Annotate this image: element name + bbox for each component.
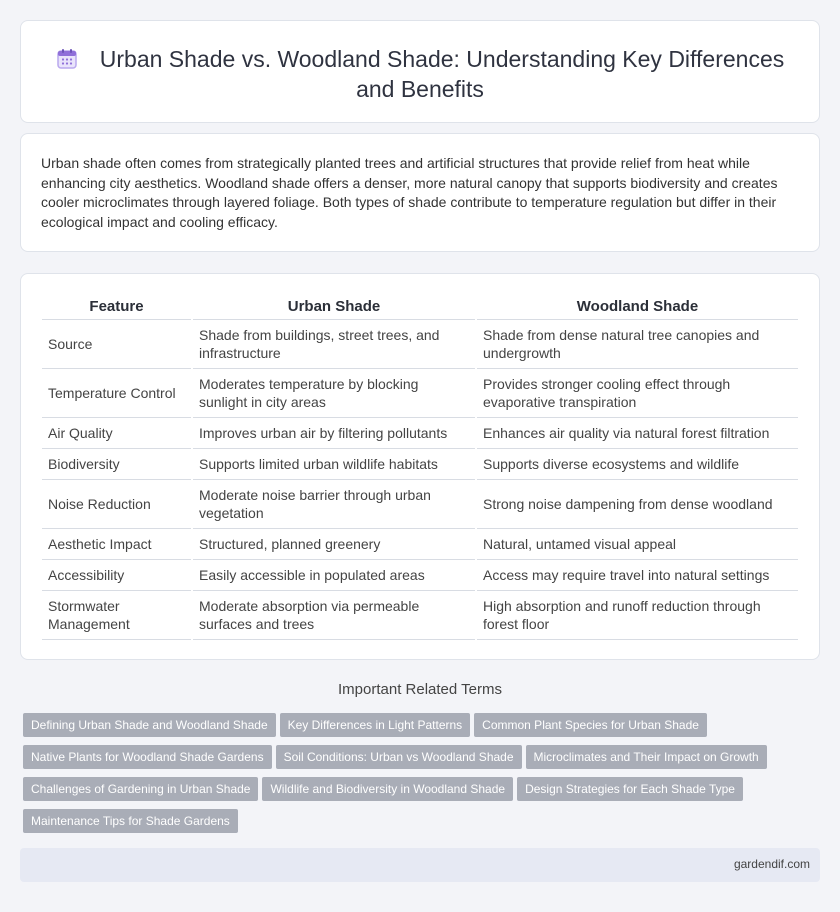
- row-feature: Biodiversity: [42, 448, 192, 479]
- table-header-row: [42, 295, 798, 319]
- footer-site-link[interactable]: gardendif.com: [733, 857, 810, 871]
- related-tag[interactable]: Microclimates and Their Impact on Growth: [526, 745, 767, 769]
- comparison-table: [42, 295, 798, 640]
- related-tag[interactable]: Wildlife and Biodiversity in Woodland Shade: [262, 777, 513, 801]
- footer: [20, 848, 820, 882]
- header-card: [20, 20, 820, 123]
- related-tag[interactable]: Native Plants for Woodland Shade Gardens: [23, 745, 272, 769]
- row-feature: Noise Reduction: [42, 479, 192, 528]
- related-tag[interactable]: Soil Conditions: Urban vs Woodland Shade: [276, 745, 522, 769]
- header-urban-shade: Urban Shade: [192, 295, 476, 319]
- table-row: [42, 417, 798, 448]
- related-terms-tags: [23, 713, 803, 841]
- row-woodland: Provides stronger cooling effect through evaporative transpiration: [476, 368, 798, 417]
- row-urban: Shade from buildings, street trees, and infrastructure: [192, 319, 476, 368]
- table-row: [42, 559, 798, 590]
- row-feature: Temperature Control: [42, 368, 192, 417]
- table-row: [42, 479, 798, 528]
- row-urban: Improves urban air by filtering pollutants: [192, 417, 476, 448]
- row-urban: Easily accessible in populated areas: [192, 559, 476, 590]
- related-tag[interactable]: Key Differences in Light Patterns: [280, 713, 471, 737]
- row-feature: Accessibility: [42, 559, 192, 590]
- row-urban: Moderates temperature by blocking sunlight in city areas: [192, 368, 476, 417]
- header-feature: Feature: [42, 295, 192, 319]
- page-title: Urban Shade vs. Woodland Shade: Understanding Key Differences and Benefits: [99, 46, 785, 102]
- row-feature: Aesthetic Impact: [42, 528, 192, 559]
- row-urban: Moderate noise barrier through urban vegetation: [192, 479, 476, 528]
- table-row: [42, 590, 798, 639]
- row-urban: Structured, planned greenery: [192, 528, 476, 559]
- row-woodland: Supports diverse ecosystems and wildlife: [476, 448, 798, 479]
- header-woodland-shade: Woodland Shade: [476, 295, 798, 319]
- row-woodland: Enhances air quality via natural forest filtration: [476, 417, 798, 448]
- row-woodland: Strong noise dampening from dense woodland: [476, 479, 798, 528]
- table-row: [42, 368, 798, 417]
- related-tag[interactable]: Defining Urban Shade and Woodland Shade: [23, 713, 276, 737]
- intro-paragraph: Urban shade often comes from strategically planted trees and artificial structures that provide relief from heat while enhancing city aesthetics. Woodland shade offers a denser, more natural canopy that supports biodiversity and creates cooler microclimates through layered foliage. Both types of shade contribute to temperature regulation but differ in their ecological impact and cooling efficacy.: [41, 155, 778, 230]
- related-tag[interactable]: Common Plant Species for Urban Shade: [474, 713, 707, 737]
- related-tag[interactable]: Maintenance Tips for Shade Gardens: [23, 809, 238, 833]
- row-feature: Stormwater Management: [42, 590, 192, 639]
- related-tag[interactable]: Challenges of Gardening in Urban Shade: [23, 777, 258, 801]
- table-row: [42, 448, 798, 479]
- table-row: [42, 319, 798, 368]
- page-title-wrap: [41, 44, 799, 104]
- intro-card: [20, 133, 820, 252]
- row-woodland: Natural, untamed visual appeal: [476, 528, 798, 559]
- table-row: [42, 528, 798, 559]
- related-terms-title: Important Related Terms: [338, 681, 502, 698]
- row-woodland: Access may require travel into natural settings: [476, 559, 798, 590]
- related-tag[interactable]: Design Strategies for Each Shade Type: [517, 777, 743, 801]
- row-urban: Moderate absorption via permeable surfaces and trees: [192, 590, 476, 639]
- row-woodland: Shade from dense natural tree canopies and undergrowth: [476, 319, 798, 368]
- calendar-icon: [56, 48, 78, 70]
- row-woodland: High absorption and runoff reduction through forest floor: [476, 590, 798, 639]
- comparison-card: [20, 273, 820, 660]
- row-feature: Air Quality: [42, 417, 192, 448]
- row-feature: Source: [42, 319, 192, 368]
- row-urban: Supports limited urban wildlife habitats: [192, 448, 476, 479]
